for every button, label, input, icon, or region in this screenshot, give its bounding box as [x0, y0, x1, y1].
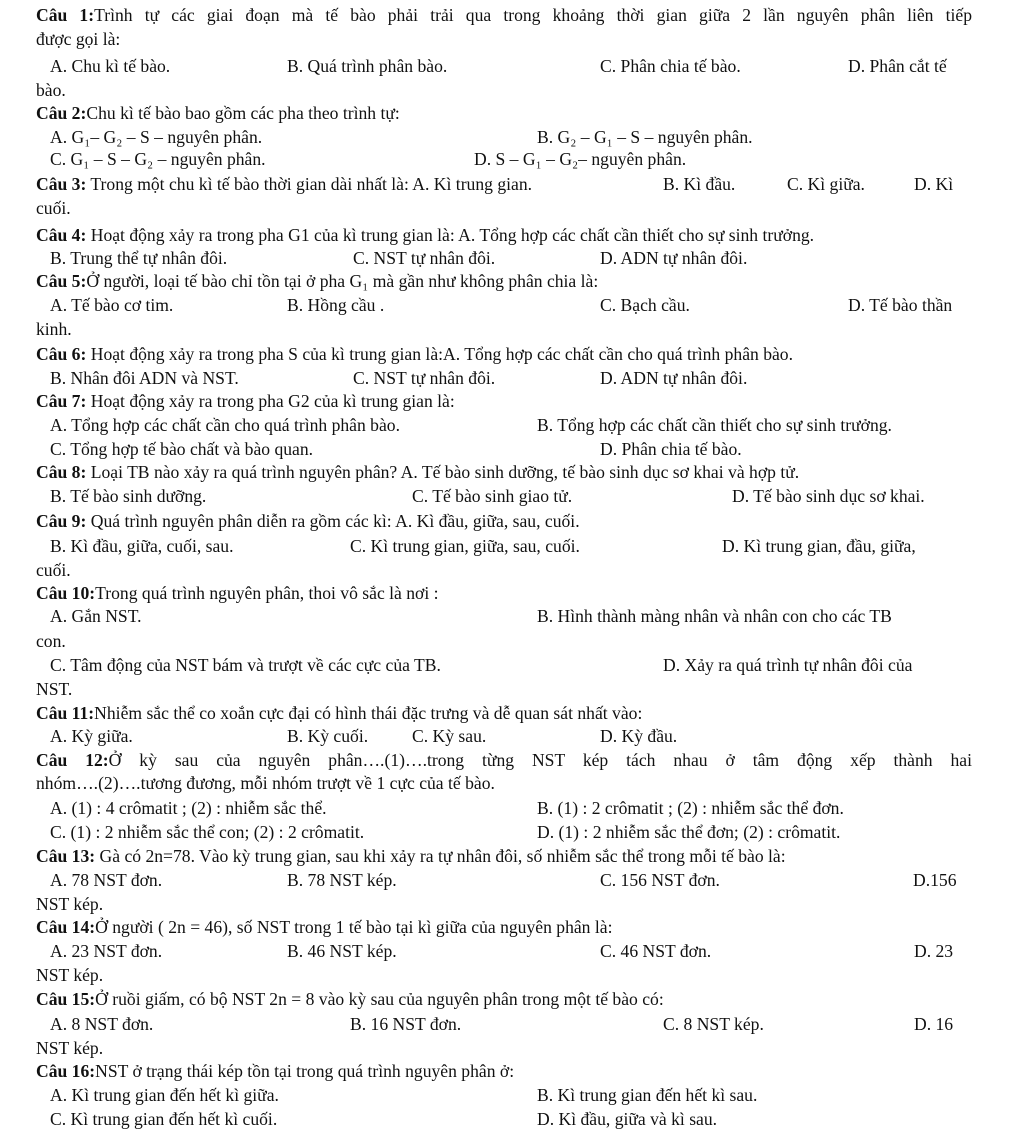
text-line [36, 224, 972, 247]
question-text: Ở người, loại tế bào chỉ tồn tại ở pha G₁ mà gần như không phân chia là: [86, 271, 599, 291]
answer-option: B. 16 NST đơn. [350, 1014, 462, 1034]
answer-option: D. Kỳ đầu. [600, 726, 678, 746]
text-line [36, 28, 972, 51]
text-line [36, 318, 972, 341]
question-text: Hoạt động xảy ra trong pha G2 của kì trung gian là: [86, 391, 455, 411]
text-line [36, 343, 972, 366]
question-text: NST kép. [36, 894, 104, 914]
question-number: Câu 10: [36, 583, 96, 603]
answer-option: C. Kì trung gian đến hết kì cuối. [50, 1109, 278, 1129]
question-number: Câu 13: [36, 846, 96, 866]
answer-option: C. Kì trung gian, giữa, sau, cuối. [350, 536, 580, 556]
answer-option: A. Chu kì tế bào. [50, 56, 171, 76]
text-line [36, 247, 972, 270]
answer-option: A. Kỳ giữa. [50, 726, 133, 746]
question-text: NST kép. [36, 965, 104, 985]
text-line [36, 485, 972, 508]
question-number: Câu 4: [36, 225, 87, 245]
answer-option: C. 46 NST đơn. [600, 941, 712, 961]
answer-option: B. Tổng hợp các chất cần thiết cho sự sinh trưởng. [537, 415, 892, 435]
text-line [36, 414, 972, 437]
answer-option: C. Kì giữa. [787, 174, 865, 194]
text-line [36, 678, 972, 701]
text-line [36, 126, 972, 149]
text-line [36, 1013, 972, 1036]
answer-option: C. 8 NST kép. [663, 1014, 764, 1034]
answer-option: D. Kì trung gian, đầu, giữa, [722, 536, 916, 556]
answer-option: B. (1) : 2 crômatit ; (2) : nhiễm sắc thể đơn. [537, 798, 844, 818]
answer-option: A. Gắn NST. [50, 606, 142, 626]
text-line [36, 1037, 972, 1060]
answer-option: B. Kì đầu, giữa, cuối, sau. [50, 536, 234, 556]
question-text: cuối. [36, 560, 71, 580]
question-text: Ở kỳ sau của nguyên phân….(1)….trong từng NST kép tách nhau ở tâm động xếp thành hai [108, 750, 972, 770]
text-line [36, 988, 972, 1011]
question-text: được gọi là: [36, 29, 121, 49]
question-number: Câu 7: [36, 391, 87, 411]
question-text: NST ở trạng thái kép tồn tại trong quá trình nguyên phân ở: [95, 1061, 515, 1081]
text-line [36, 438, 972, 461]
answer-option: B. Hình thành màng nhân và nhân con cho các TB [537, 606, 892, 626]
question-text: NST kép. [36, 1038, 104, 1058]
text-line [36, 1060, 972, 1083]
text-line [36, 940, 972, 963]
question-text: Quá trình nguyên phân diễn ra gồm các kì: A. Kì đầu, giữa, sau, cuối. [86, 511, 580, 531]
answer-option: B. G₂ – G₁ – S – nguyên phân. [537, 127, 753, 147]
answer-option: A. 8 NST đơn. [50, 1014, 154, 1034]
text-line [36, 559, 972, 582]
question-text: Trong một chu kì tế bào thời gian dài nhất là: A. Kì trung gian. [86, 174, 533, 194]
answer-option: C. Tổng hợp tế bào chất và bào quan. [50, 439, 314, 459]
text-line [36, 797, 972, 820]
answer-option: A. Kì trung gian đến hết kì giữa. [50, 1085, 279, 1105]
question-text: cuối. [36, 198, 71, 218]
answer-option: B. Kì trung gian đến hết kì sau. [537, 1085, 758, 1105]
text-line [36, 821, 972, 844]
answer-option: A. Tổng hợp các chất cần cho quá trình phân bào. [50, 415, 400, 435]
question-text: Gà có 2n=78. Vào kỳ trung gian, sau khi xảy ra tự nhân đôi, số nhiễm sắc thể trong mỗi tế bào là: [95, 846, 786, 866]
answer-option: D. Xảy ra quá trình tự nhân đôi của [663, 655, 913, 675]
text-line [36, 55, 972, 78]
answer-option: C. Tế bào sinh giao tử. [412, 486, 573, 506]
text-line [36, 749, 972, 772]
text-line [36, 1108, 972, 1131]
answer-option: B. 78 NST kép. [287, 870, 397, 890]
question-number: Câu 12: [36, 750, 109, 770]
answer-option: D. Kì đầu, giữa và kì sau. [537, 1109, 718, 1129]
text-line [36, 845, 972, 868]
question-text: Ở người ( 2n = 46), số NST trong 1 tế bào tại kì giữa của nguyên phân là: [95, 917, 613, 937]
text-line [36, 294, 972, 317]
question-text: Hoạt động xảy ra trong pha S của kì trung gian là:A. Tổng hợp các chất cần cho quá trình phân bào. [86, 344, 794, 364]
question-number: Câu 11: [36, 703, 95, 723]
question-text: Chu kì tế bào bao gồm các pha theo trình tự: [86, 103, 400, 123]
answer-option: D.156 [913, 870, 957, 890]
text-line [36, 702, 972, 725]
question-text: Trình tự các giai đoạn mà tế bào phải trải qua trong khoảng thời gian giữa 2 lần nguyên phân liên tiếp [94, 5, 972, 25]
answer-option: B. Kì đầu. [663, 174, 736, 194]
answer-option: B. Tế bào sinh dưỡng. [50, 486, 207, 506]
answer-option: D. ADN tự nhân đôi. [600, 248, 748, 268]
answer-option: B. 46 NST kép. [287, 941, 397, 961]
answer-option: A. Tế bào cơ tim. [50, 295, 174, 315]
answer-option: D. 16 [914, 1014, 954, 1034]
question-text: Hoạt động xảy ra trong pha G1 của kì trung gian là: A. Tổng hợp các chất cần thiết cho sự sinh trưởng. [86, 225, 815, 245]
answer-option: B. Quá trình phân bào. [287, 56, 448, 76]
text-line [36, 461, 972, 484]
text-line [36, 367, 972, 390]
text-line [36, 893, 972, 916]
text-line [36, 197, 972, 220]
text-line [36, 535, 972, 558]
text-line [36, 916, 972, 939]
question-number: Câu 9: [36, 511, 87, 531]
answer-option: C. G₁ – S – G₂ – nguyên phân. [50, 149, 266, 169]
question-text: con. [36, 631, 66, 651]
text-line [36, 4, 972, 27]
answer-option: B. Nhân đôi ADN và NST. [50, 368, 239, 388]
text-line [36, 148, 972, 171]
answer-option: C. (1) : 2 nhiễm sắc thể con; (2) : 2 crômatit. [50, 822, 365, 842]
answer-option: C. NST tự nhân đôi. [353, 248, 496, 268]
question-number: Câu 5: [36, 271, 87, 291]
question-text: Trong quá trình nguyên phân, thoi vô sắc là nơi : [95, 583, 439, 603]
answer-option: D. Phân chia tế bào. [600, 439, 742, 459]
answer-option: D. Tế bào thần [848, 295, 953, 315]
text-line [36, 772, 972, 795]
answer-option: A. G₁– G₂ – S – nguyên phân. [50, 127, 263, 147]
text-line [36, 510, 972, 533]
question-number: Câu 14: [36, 917, 96, 937]
answer-option: D. (1) : 2 nhiễm sắc thể đơn; (2) : crômatit. [537, 822, 841, 842]
question-number: Câu 3: [36, 174, 87, 194]
question-text: Nhiễm sắc thể co xoắn cực đại có hình thái đặc trưng và dễ quan sát nhất vào: [94, 703, 643, 723]
text-line [36, 102, 972, 125]
answer-option: A. 23 NST đơn. [50, 941, 163, 961]
text-line [36, 582, 972, 605]
answer-option: C. 156 NST đơn. [600, 870, 720, 890]
text-line [36, 1084, 972, 1107]
answer-option: D. Kì [914, 174, 954, 194]
text-line [36, 654, 972, 677]
answer-option: A. (1) : 4 crômatit ; (2) : nhiễm sắc thể. [50, 798, 327, 818]
question-number: Câu 8: [36, 462, 87, 482]
answer-option: D. S – G₁ – G₂– nguyên phân. [474, 149, 687, 169]
answer-option: D. 23 [914, 941, 954, 961]
answer-option: C. Kỳ sau. [412, 726, 487, 746]
question-number: Câu 15: [36, 989, 96, 1009]
question-text: kinh. [36, 319, 72, 339]
text-line [36, 725, 972, 748]
answer-option: C. Tâm động của NST bám và trượt về các cực của TB. [50, 655, 441, 675]
text-line [36, 390, 972, 413]
text-line [36, 964, 972, 987]
answer-option: B. Trung thể tự nhân đôi. [50, 248, 228, 268]
answer-option: B. Kỳ cuối. [287, 726, 369, 746]
text-line [36, 869, 972, 892]
answer-option: C. Phân chia tế bào. [600, 56, 741, 76]
question-number: Câu 1: [36, 5, 95, 25]
answer-option: D. ADN tự nhân đôi. [600, 368, 748, 388]
answer-option: D. Phân cắt tế [848, 56, 947, 76]
question-number: Câu 6: [36, 344, 87, 364]
question-text: nhóm….(2)….tương đương, mỗi nhóm trượt về 1 cực của tế bào. [36, 773, 495, 793]
question-text: NST. [36, 679, 73, 699]
question-number: Câu 16: [36, 1061, 96, 1081]
text-line [36, 270, 972, 293]
text-line [36, 79, 972, 102]
answer-option: C. NST tự nhân đôi. [353, 368, 496, 388]
question-text: bào. [36, 80, 66, 100]
question-text: Loại TB nào xảy ra quá trình nguyên phân? A. Tế bào sinh dưỡng, tế bào sinh dục sơ khai và hợp tử. [86, 462, 800, 482]
answer-option: C. Bạch cầu. [600, 295, 690, 315]
question-text: Ở ruồi giấm, có bộ NST 2n = 8 vào kỳ sau của nguyên phân trong một tế bào có: [95, 989, 664, 1009]
answer-option: A. 78 NST đơn. [50, 870, 163, 890]
text-line [36, 173, 972, 196]
text-line [36, 605, 972, 628]
answer-option: D. Tế bào sinh dục sơ khai. [732, 486, 925, 506]
question-number: Câu 2: [36, 103, 87, 123]
answer-option: B. Hồng cầu . [287, 295, 385, 315]
text-line [36, 630, 972, 653]
